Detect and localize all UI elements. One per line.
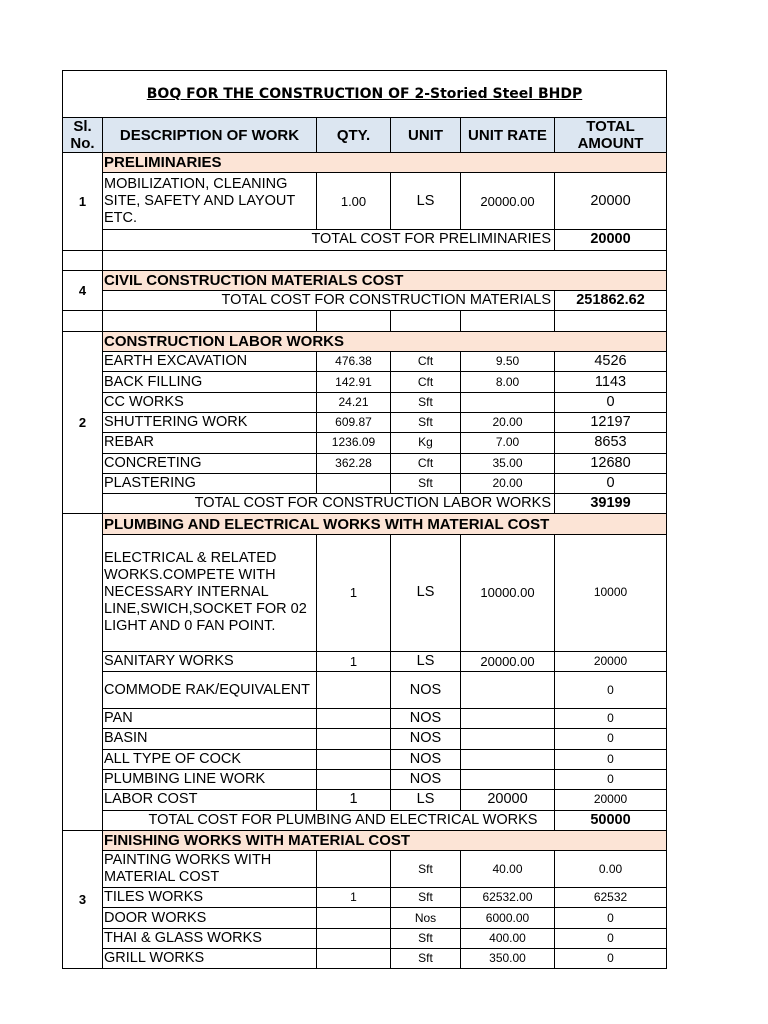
item-qty [317,928,391,948]
item-rate: 35.00 [461,453,555,473]
document-title: BOQ FOR THE CONSTRUCTION OF 2-Storied Steel BHDP [63,71,667,118]
section-title: FINISHING WORKS WITH MATERIAL COST [103,830,667,850]
total-row [63,810,667,830]
spacer-row [63,311,667,331]
sl-number: 3 [63,830,103,968]
item-unit: Cft [391,352,461,372]
section-title: PLUMBING AND ELECTRICAL WORKS WITH MATERIAL COST [103,514,667,534]
item-amount: 0 [555,769,667,789]
item-amount: 1143 [555,372,667,392]
section-title: CONSTRUCTION LABOR WORKS [103,331,667,351]
table-row [63,749,667,769]
item-rate [461,672,555,709]
table-row [63,908,667,928]
item-unit: NOS [391,729,461,749]
item-rate: 400.00 [461,928,555,948]
spacer-row [63,250,667,270]
table-row [63,888,667,908]
item-amount: 12680 [555,453,667,473]
table-row [63,372,667,392]
section-title: CIVIL CONSTRUCTION MATERIALS COST [103,270,667,290]
section-preliminaries-heading [63,153,667,173]
total-amount: 50000 [555,810,667,830]
item-qty [317,473,391,493]
item-description: ELECTRICAL & RELATED WORKS.COMPETE WITH NECESSARY INTERNAL LINE,SWICH,SOCKET FOR 02 LIGHT AND 0 FAN POINT. [103,534,317,651]
item-unit: Sft [391,392,461,412]
item-qty: 1 [317,651,391,671]
item-description: CONCRETING [103,453,317,473]
item-rate [461,392,555,412]
item-rate: 20.00 [461,412,555,432]
item-qty: 609.87 [317,412,391,432]
item-description: SANITARY WORKS [103,651,317,671]
section-finishing-heading [63,830,667,850]
total-amount: 251862.62 [555,291,667,311]
item-qty [317,949,391,969]
item-amount: 20000 [555,790,667,810]
item-description: PAINTING WORKS WITH MATERIAL COST [103,851,317,888]
item-unit: LS [391,173,461,230]
item-rate: 62532.00 [461,888,555,908]
item-description: MOBILIZATION, CLEANING SITE, SAFETY AND LAYOUT ETC. [103,173,317,230]
item-rate [461,729,555,749]
item-rate: 350.00 [461,949,555,969]
total-label: TOTAL COST FOR CONSTRUCTION LABOR WORKS [103,494,555,514]
item-description: SHUTTERING WORK [103,412,317,432]
table-row [63,352,667,372]
item-unit: LS [391,534,461,651]
item-description: CC WORKS [103,392,317,412]
item-rate: 20000.00 [461,173,555,230]
item-rate [461,749,555,769]
item-qty [317,672,391,709]
item-amount: 0 [555,949,667,969]
item-rate: 6000.00 [461,908,555,928]
item-rate: 7.00 [461,433,555,453]
item-unit: Cft [391,453,461,473]
item-rate: 40.00 [461,851,555,888]
item-amount: 0 [555,908,667,928]
table-row [63,672,667,709]
section-title: PRELIMINARIES [103,153,667,173]
total-amount: 39199 [555,494,667,514]
item-description: ALL TYPE OF COCK [103,749,317,769]
total-label: TOTAL COST FOR PLUMBING AND ELECTRICAL WORKS [103,810,555,830]
table-row [63,769,667,789]
boq-table [62,70,667,969]
item-qty: 1 [317,534,391,651]
header-unit: UNIT [391,118,461,153]
item-amount: 0 [555,928,667,948]
item-qty: 1.00 [317,173,391,230]
item-unit: NOS [391,749,461,769]
item-rate: 20.00 [461,473,555,493]
item-description: COMMODE RAK/EQUIVALENT [103,672,317,709]
table-row [63,709,667,729]
total-amount: 20000 [555,230,667,250]
item-description: BASIN [103,729,317,749]
header-sl-no: Sl. No. [63,118,103,153]
item-qty: 1 [317,888,391,908]
total-label: TOTAL COST FOR PRELIMINARIES [103,230,555,250]
item-qty [317,851,391,888]
item-qty: 24.21 [317,392,391,412]
item-rate: 8.00 [461,372,555,392]
table-row [63,392,667,412]
table-row [63,928,667,948]
item-amount: 62532 [555,888,667,908]
table-row [63,433,667,453]
item-qty [317,729,391,749]
header-qty: QTY. [317,118,391,153]
section-labor-heading [63,331,667,351]
table-row [63,851,667,888]
total-row [63,230,667,250]
item-amount: 0 [555,729,667,749]
item-amount: 0 [555,672,667,709]
table-row [63,473,667,493]
table-row [63,412,667,432]
item-description: THAI & GLASS WORKS [103,928,317,948]
item-rate [461,769,555,789]
table-row [63,534,667,651]
total-row [63,291,667,311]
item-unit: NOS [391,769,461,789]
header-unit-rate: UNIT RATE [461,118,555,153]
item-amount: 0.00 [555,851,667,888]
section-materials-heading [63,270,667,290]
table-row [63,949,667,969]
item-amount: 0 [555,473,667,493]
item-amount: 10000 [555,534,667,651]
item-description: REBAR [103,433,317,453]
item-qty [317,769,391,789]
item-amount: 4526 [555,352,667,372]
item-amount: 0 [555,392,667,412]
item-qty [317,749,391,769]
item-description: LABOR COST [103,790,317,810]
total-row [63,494,667,514]
item-amount: 0 [555,749,667,769]
table-row [63,453,667,473]
item-unit: LS [391,790,461,810]
item-rate: 10000.00 [461,534,555,651]
item-qty: 1236.09 [317,433,391,453]
item-description: PLUMBING LINE WORK [103,769,317,789]
item-qty: 362.28 [317,453,391,473]
item-unit: Sft [391,888,461,908]
table-row [63,729,667,749]
item-description: GRILL WORKS [103,949,317,969]
table-header-row [63,118,667,153]
header-description: DESCRIPTION OF WORK [103,118,317,153]
item-qty [317,908,391,928]
item-description: DOOR WORKS [103,908,317,928]
sl-number: 2 [63,331,103,514]
sl-number: 4 [63,270,103,311]
header-total-amount: TOTAL AMOUNT [555,118,667,153]
item-unit: Sft [391,949,461,969]
item-unit: Kg [391,433,461,453]
item-description: TILES WORKS [103,888,317,908]
item-unit: Sft [391,473,461,493]
item-qty: 476.38 [317,352,391,372]
item-description: PAN [103,709,317,729]
item-unit: NOS [391,672,461,709]
total-label: TOTAL COST FOR CONSTRUCTION MATERIALS [103,291,555,311]
item-qty [317,709,391,729]
item-rate [461,709,555,729]
item-amount: 20000 [555,651,667,671]
item-unit: Sft [391,851,461,888]
table-row [63,790,667,810]
item-unit: Sft [391,412,461,432]
item-amount: 12197 [555,412,667,432]
section-plumbing-heading [63,514,667,534]
item-rate: 9.50 [461,352,555,372]
item-unit: Cft [391,372,461,392]
item-description: PLASTERING [103,473,317,493]
item-unit: NOS [391,709,461,729]
table-row [63,173,667,230]
item-unit: LS [391,651,461,671]
item-unit: Nos [391,908,461,928]
sl-number-empty [63,514,103,830]
item-unit: Sft [391,928,461,948]
item-rate: 20000.00 [461,651,555,671]
item-description: BACK FILLING [103,372,317,392]
item-description: EARTH EXCAVATION [103,352,317,372]
sl-number: 1 [63,153,103,251]
item-amount: 20000 [555,173,667,230]
item-amount: 0 [555,709,667,729]
item-amount: 8653 [555,433,667,453]
item-qty: 1 [317,790,391,810]
table-row [63,651,667,671]
item-rate: 20000 [461,790,555,810]
item-qty: 142.91 [317,372,391,392]
